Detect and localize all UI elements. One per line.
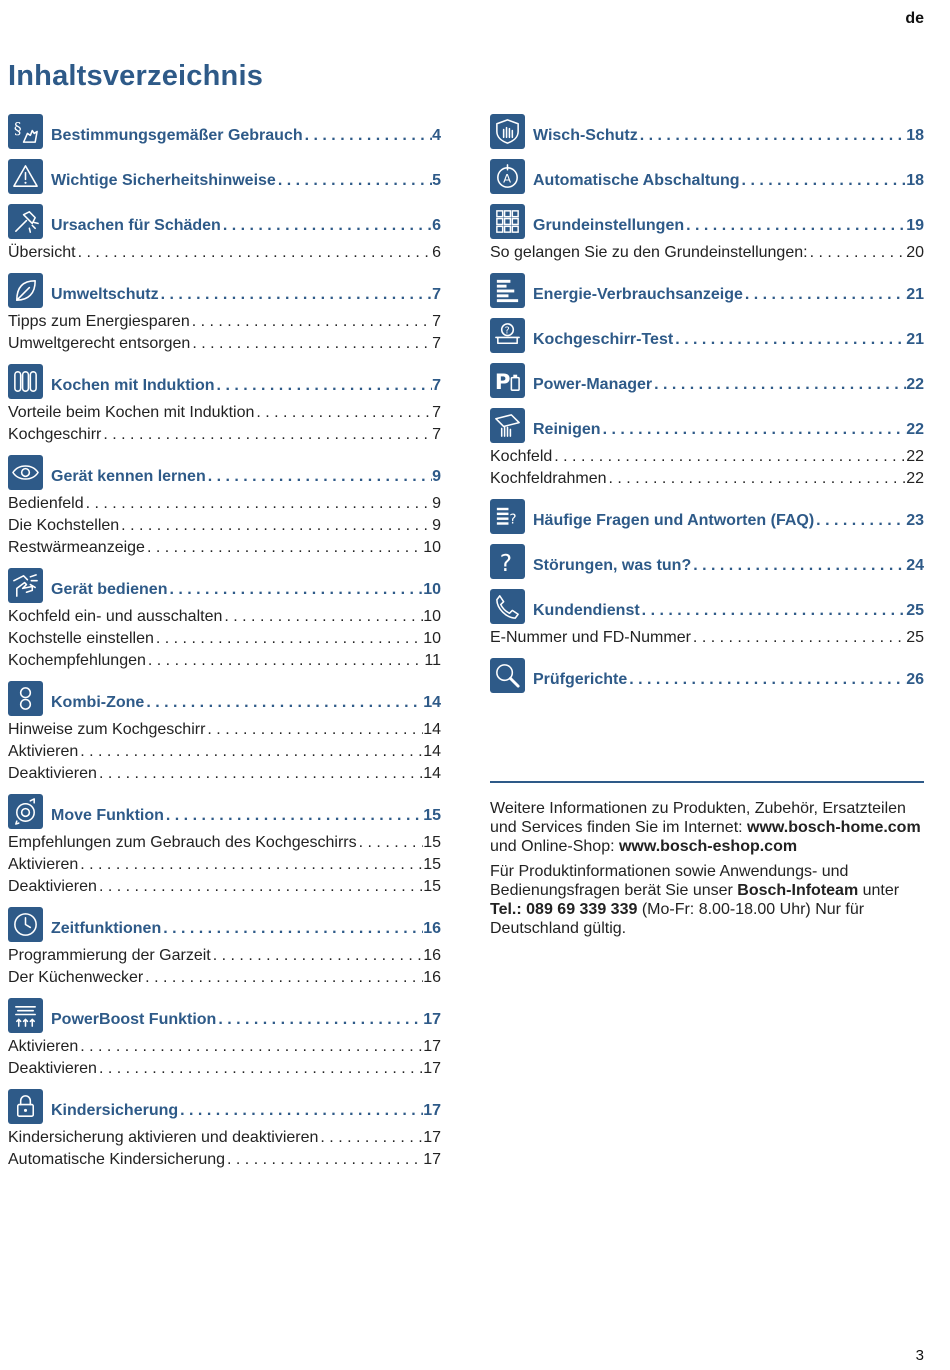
toc-subitem-entry[interactable] xyxy=(8,741,441,763)
page-ref: 20 xyxy=(906,244,924,261)
toc-chapter-entry[interactable] xyxy=(51,920,441,938)
toc-subitem-title: Kindersicherung aktivieren und deaktivieren xyxy=(8,1129,319,1146)
toc-chapter-title: Prüfgerichte xyxy=(533,671,628,688)
toc-chapter-title: Kochen mit Induktion xyxy=(51,377,215,394)
toc-section xyxy=(490,497,924,535)
toc-chapter-title: Wisch-Schutz xyxy=(533,127,638,144)
dot-leader xyxy=(97,876,423,898)
section-heading xyxy=(490,202,924,240)
toc-chapter-title: Automatische Abschaltung xyxy=(533,172,740,189)
section-heading xyxy=(8,362,441,400)
svg-text:?: ? xyxy=(499,549,513,576)
page-ref: 16 xyxy=(423,969,441,986)
toc-chapter-entry[interactable] xyxy=(533,127,924,145)
toc-subitem-title: So gelangen Sie zu den Grundeinstellungen: xyxy=(490,244,808,261)
svg-text:A: A xyxy=(503,170,512,185)
toc-subitem-title: Aktivieren xyxy=(8,743,79,760)
page-ref: 22 xyxy=(906,376,924,393)
page-ref: 15 xyxy=(423,878,441,895)
toc-section xyxy=(8,996,441,1080)
question-mark-icon xyxy=(490,544,525,579)
page-ref: 7 xyxy=(432,404,441,421)
toc-section xyxy=(8,792,441,898)
dot-leader xyxy=(206,468,432,486)
toc-chapter-title: Zeitfunktionen xyxy=(51,920,162,937)
page-ref: 7 xyxy=(432,377,441,394)
toc-subitem-title: Deaktivieren xyxy=(8,1060,97,1077)
toc-subitem-title: Kochgeschirr xyxy=(8,426,102,443)
toc-chapter-title: Kochgeschirr-Test xyxy=(533,331,674,348)
page-ref: 14 xyxy=(423,721,441,738)
page-ref: 17 xyxy=(423,1151,441,1168)
dot-leader xyxy=(146,650,425,672)
toc-chapter-title: Power-Manager xyxy=(533,376,653,393)
toc-chapter-entry[interactable] xyxy=(51,807,441,825)
toc-chapter-title: Move Funktion xyxy=(51,807,164,824)
toc-section xyxy=(490,112,924,150)
section-heading xyxy=(490,542,924,580)
phone-icon xyxy=(490,589,525,624)
phone-number: Tel.: 089 69 339 339 xyxy=(490,901,638,918)
toc-chapter-entry[interactable] xyxy=(51,127,441,145)
toc-chapter-entry[interactable] xyxy=(51,468,441,486)
leaf-icon xyxy=(8,273,43,308)
cookware-test-icon xyxy=(490,318,525,353)
language-label: de xyxy=(905,10,924,27)
dot-leader xyxy=(222,606,423,628)
dot-leader xyxy=(167,581,423,599)
toc-subitem-title: Tipps zum Energiesparen xyxy=(8,313,190,330)
section-heading xyxy=(490,271,924,309)
combi-zone-icon xyxy=(8,681,43,716)
contact-info xyxy=(490,799,924,944)
toc-subitem-entry[interactable] xyxy=(8,1149,441,1171)
dot-leader xyxy=(101,424,432,446)
section-heading xyxy=(8,792,441,830)
dot-leader xyxy=(684,217,906,235)
page-ref: 14 xyxy=(423,694,441,711)
toc-chapter-entry[interactable] xyxy=(51,1011,441,1029)
page-ref: 21 xyxy=(906,286,924,303)
toc-subitem-title: Umweltgerecht entsorgen xyxy=(8,335,191,352)
shop-link[interactable]: www.bosch-eshop.com xyxy=(618,838,798,855)
section-sign-hand-icon xyxy=(8,114,43,149)
toc-chapter-entry[interactable] xyxy=(533,671,924,689)
dot-leader xyxy=(84,493,432,515)
dot-leader xyxy=(211,945,423,967)
shield-hand-icon xyxy=(490,114,525,149)
toc-subitem-entry[interactable] xyxy=(8,650,441,672)
toc-chapter-title: Reinigen xyxy=(533,421,601,438)
dot-leader xyxy=(318,1127,423,1149)
auto-shutoff-icon xyxy=(490,159,525,194)
page-ref: 4 xyxy=(432,127,441,144)
toc-section xyxy=(8,271,441,355)
toc-subitem-entry[interactable] xyxy=(8,854,441,876)
page-ref: 17 xyxy=(423,1102,441,1119)
toc-chapter-entry[interactable] xyxy=(51,217,441,235)
toc-section xyxy=(490,157,924,195)
page-ref: 17 xyxy=(423,1038,441,1055)
toc-chapter-entry[interactable] xyxy=(533,217,924,235)
cleaning-icon xyxy=(490,408,525,443)
toc-section xyxy=(8,566,441,672)
dot-leader xyxy=(357,832,424,854)
toc-subitem-title: Aktivieren xyxy=(8,1038,79,1055)
induction-coil-icon xyxy=(8,364,43,399)
section-heading xyxy=(490,157,924,195)
power-manager-icon xyxy=(490,363,525,398)
grid-settings-icon xyxy=(490,204,525,239)
toc-chapter-title: Energie-Verbrauchsanzeige xyxy=(533,286,743,303)
page-ref: 10 xyxy=(423,608,441,625)
toc-chapter-entry[interactable] xyxy=(533,421,924,439)
section-heading xyxy=(8,905,441,943)
page-ref: 24 xyxy=(906,557,924,574)
energy-bars-icon xyxy=(490,273,525,308)
page-ref: 14 xyxy=(423,743,441,760)
toc-chapter-entry[interactable] xyxy=(533,376,924,394)
toc-subitem-title: Übersicht xyxy=(8,244,76,261)
page-ref: 14 xyxy=(423,765,441,782)
page-ref: 9 xyxy=(432,468,441,485)
padlock-icon xyxy=(8,1089,43,1124)
dot-leader xyxy=(190,311,432,333)
toc-subitem-entry[interactable] xyxy=(8,1058,441,1080)
toc-section xyxy=(490,202,924,264)
toc-section xyxy=(8,679,441,785)
page-ref: 9 xyxy=(432,517,441,534)
dot-leader xyxy=(814,512,906,530)
page-ref: 25 xyxy=(906,602,924,619)
toc-chapter-entry[interactable] xyxy=(533,512,924,530)
page-ref: 10 xyxy=(423,581,441,598)
dot-leader xyxy=(143,967,423,989)
toc-chapter-entry[interactable] xyxy=(533,286,924,304)
toc-chapter-entry[interactable] xyxy=(533,331,924,349)
toc-chapter-entry[interactable] xyxy=(51,581,441,599)
toc-subitem-entry[interactable] xyxy=(8,311,441,333)
infoteam-name: Bosch-Infoteam xyxy=(737,882,859,899)
page-ref: 22 xyxy=(906,470,924,487)
toc-subitem-title: Restwärmeanzeige xyxy=(8,539,145,556)
dot-leader xyxy=(161,920,423,938)
toc-subitem-entry[interactable] xyxy=(490,468,924,490)
toc-chapter-title: Störungen, was tun? xyxy=(533,557,692,574)
website-link[interactable]: www.bosch-home.com xyxy=(747,819,921,836)
page-ref: 6 xyxy=(432,217,441,234)
toc-section xyxy=(490,316,924,354)
page-ref: 16 xyxy=(423,920,441,937)
toc-subitem-entry[interactable] xyxy=(490,446,924,468)
page-ref: 7 xyxy=(432,426,441,443)
page-ref: 10 xyxy=(423,630,441,647)
toc-subitem-title: Kochstelle einstellen xyxy=(8,630,154,647)
section-heading xyxy=(8,1087,441,1125)
svg-text:P: P xyxy=(494,369,511,395)
section-heading xyxy=(8,112,441,150)
toc-subitem-entry[interactable] xyxy=(8,832,441,854)
page-ref: 11 xyxy=(424,652,441,669)
dot-leader xyxy=(740,172,907,190)
toc-section xyxy=(490,587,924,649)
dot-leader xyxy=(164,807,423,825)
page-ref: 19 xyxy=(906,217,924,234)
svg-text:?: ? xyxy=(504,325,510,337)
toc-subitem-title: Vorteile beim Kochen mit Induktion xyxy=(8,404,255,421)
page-number: 3 xyxy=(915,1347,924,1364)
toc-subitem-title: Die Kochstellen xyxy=(8,517,120,534)
toc-subitem-entry[interactable] xyxy=(8,967,441,989)
dot-leader xyxy=(178,1102,423,1120)
page-ref: 22 xyxy=(906,421,924,438)
toc-chapter-entry[interactable] xyxy=(533,602,924,620)
dot-leader xyxy=(225,1149,423,1171)
toc-subitem-entry[interactable] xyxy=(8,333,441,355)
toc-chapter-title: Gerät bedienen xyxy=(51,581,168,598)
dot-leader xyxy=(276,172,432,190)
hammer-damage-icon xyxy=(8,204,43,239)
section-heading xyxy=(490,656,924,694)
page-ref: 26 xyxy=(906,671,924,688)
toc-subitem-title: Kochfeld ein- und ausschalten xyxy=(8,608,223,625)
toc-chapter-entry[interactable] xyxy=(51,286,441,304)
toc-chapter-title: Bestimmungsgemäßer Gebrauch xyxy=(51,127,303,144)
dot-leader xyxy=(145,537,423,559)
toc-chapter-entry[interactable] xyxy=(51,172,441,190)
dot-leader xyxy=(97,1058,423,1080)
page-ref: 9 xyxy=(432,495,441,512)
toc-left-column xyxy=(8,112,441,1178)
page-ref: 18 xyxy=(906,172,924,189)
toc-section xyxy=(490,542,924,580)
page-ref: 25 xyxy=(906,629,924,646)
section-heading xyxy=(8,271,441,309)
toc-section xyxy=(490,361,924,399)
toc-subitem-title: Automatische Kindersicherung xyxy=(8,1151,226,1168)
page-ref: 15 xyxy=(423,807,441,824)
page-ref: 15 xyxy=(423,856,441,873)
dot-leader xyxy=(808,242,907,264)
toc-chapter-title: Grundeinstellungen xyxy=(533,217,685,234)
toc-section xyxy=(8,157,441,195)
toc-subitem-title: Deaktivieren xyxy=(8,878,97,895)
dot-leader xyxy=(607,468,907,490)
hand-touch-icon xyxy=(8,568,43,603)
page-title: Inhaltsverzeichnis xyxy=(8,60,264,92)
toc-chapter-title: Ursachen für Schäden xyxy=(51,217,221,234)
toc-subitem-entry[interactable] xyxy=(8,515,441,537)
toc-subitem-title: Kochfeldrahmen xyxy=(490,470,607,487)
toc-subitem-entry[interactable] xyxy=(8,628,441,650)
toc-chapter-title: Kundendienst xyxy=(533,602,640,619)
toc-chapter-entry[interactable] xyxy=(51,1102,441,1120)
dot-leader xyxy=(221,217,432,235)
page-ref: 16 xyxy=(423,947,441,964)
toc-chapter-entry[interactable] xyxy=(51,377,441,395)
dot-leader xyxy=(552,446,906,468)
section-heading xyxy=(490,406,924,444)
dot-leader xyxy=(601,421,907,439)
toc-subitem-title: Bedienfeld xyxy=(8,495,84,512)
toc-chapter-entry[interactable] xyxy=(51,694,441,712)
toc-section xyxy=(490,406,924,490)
divider xyxy=(490,781,924,783)
page-ref: 17 xyxy=(423,1011,441,1028)
dot-leader xyxy=(97,763,423,785)
dot-leader xyxy=(205,719,423,741)
magnifier-icon xyxy=(490,658,525,693)
toc-chapter-title: Häufige Fragen und Antworten (FAQ) xyxy=(533,512,815,529)
section-heading xyxy=(8,453,441,491)
toc-section xyxy=(8,362,441,446)
move-pot-icon xyxy=(8,794,43,829)
dot-leader xyxy=(691,557,906,575)
info-paragraph-web: Weitere Informationen zu Produkten, Zubehör, Ersatzteilen und Services finden Sie im Internet: www.bosch-home.com und Online-Shop: www.bosch-eshop.com xyxy=(490,800,921,855)
section-heading xyxy=(490,112,924,150)
toc-subitem-title: Deaktivieren xyxy=(8,765,97,782)
toc-chapter-title: Umweltschutz xyxy=(51,286,159,303)
page-ref: 5 xyxy=(432,172,441,189)
section-heading xyxy=(8,679,441,717)
dot-leader xyxy=(652,376,906,394)
toc-section xyxy=(8,1087,441,1171)
toc-subitem-title: Der Küchenwecker xyxy=(8,969,144,986)
section-heading xyxy=(490,361,924,399)
dot-leader xyxy=(303,127,432,145)
dot-leader xyxy=(78,854,423,876)
dot-leader xyxy=(627,671,906,689)
eye-icon xyxy=(8,455,43,490)
toc-subitem-entry[interactable] xyxy=(8,402,441,424)
page-ref: 7 xyxy=(432,335,441,352)
toc-section xyxy=(8,112,441,150)
powerboost-icon xyxy=(8,998,43,1033)
toc-subitem-title: E-Nummer und FD-Nummer xyxy=(490,629,691,646)
dot-leader xyxy=(154,628,423,650)
toc-section xyxy=(490,271,924,309)
toc-section xyxy=(8,202,441,264)
toc-chapter-entry[interactable] xyxy=(533,557,924,575)
toc-chapter-title: Gerät kennen lernen xyxy=(51,468,206,485)
page-ref: 22 xyxy=(906,448,924,465)
page-ref: 10 xyxy=(423,539,441,556)
dot-leader xyxy=(119,515,432,537)
info-paragraph-infoteam: Für Produktinformationen sowie Anwendungs- und Bedienungsfragen berät Sie unser Bosch-Infoteam unter Tel.: 089 69 339 339 (Mo-Fr: 8.00-18.00 Uhr) Nur für Deutschland gültig. xyxy=(490,863,900,937)
dot-leader xyxy=(78,741,423,763)
toc-subitem-title: Kochfeld xyxy=(490,448,553,465)
section-heading xyxy=(8,157,441,195)
dot-leader xyxy=(691,627,906,649)
toc-subitem-entry[interactable] xyxy=(8,606,441,628)
dot-leader xyxy=(76,242,433,264)
dot-leader xyxy=(216,1011,423,1029)
page-ref: 21 xyxy=(906,331,924,348)
page-ref: 6 xyxy=(432,244,441,261)
toc-chapter-title: Kombi-Zone xyxy=(51,694,145,711)
svg-text:?: ? xyxy=(509,510,517,527)
toc-subitem-entry[interactable] xyxy=(490,627,924,649)
toc-subitem-entry[interactable] xyxy=(8,242,441,264)
warning-triangle-icon xyxy=(8,159,43,194)
section-heading xyxy=(8,202,441,240)
toc-chapter-title: PowerBoost Funktion xyxy=(51,1011,217,1028)
section-heading xyxy=(490,316,924,354)
toc-section xyxy=(8,905,441,989)
dot-leader xyxy=(638,127,906,145)
toc-subitem-entry[interactable] xyxy=(8,876,441,898)
toc-subitem-entry[interactable] xyxy=(8,493,441,515)
dot-leader xyxy=(215,377,433,395)
dot-leader xyxy=(673,331,906,349)
toc-chapter-entry[interactable] xyxy=(533,172,924,190)
page-ref: 7 xyxy=(432,313,441,330)
toc-subitem-entry[interactable] xyxy=(490,242,924,264)
toc-subitem-title: Programmierung der Garzeit xyxy=(8,947,211,964)
page-ref: 15 xyxy=(423,834,441,851)
dot-leader xyxy=(190,333,432,355)
toc-subitem-title: Kochempfehlungen xyxy=(8,652,146,669)
section-heading xyxy=(8,996,441,1034)
page-ref: 23 xyxy=(906,512,924,529)
faq-icon xyxy=(490,499,525,534)
toc-subitem-entry[interactable] xyxy=(8,719,441,741)
toc-section xyxy=(8,453,441,559)
section-heading xyxy=(490,497,924,535)
section-heading xyxy=(490,587,924,625)
page-ref: 18 xyxy=(906,127,924,144)
toc-subitem-title: Aktivieren xyxy=(8,856,79,873)
toc-subitem-entry[interactable] xyxy=(8,424,441,446)
dot-leader xyxy=(144,694,423,712)
toc-subitem-title: Hinweise zum Kochgeschirr xyxy=(8,721,206,738)
toc-chapter-title: Wichtige Sicherheitshinweise xyxy=(51,172,276,189)
clock-icon xyxy=(8,907,43,942)
dot-leader xyxy=(743,286,906,304)
toc-subitem-entry[interactable] xyxy=(8,1036,441,1058)
toc-subitem-entry[interactable] xyxy=(8,537,441,559)
svg-text:§: § xyxy=(13,118,22,137)
dot-leader xyxy=(159,286,433,304)
toc-right-column xyxy=(490,112,924,701)
toc-subitem-title: Empfehlungen zum Gebrauch des Kochgeschirrs xyxy=(8,834,357,851)
page-ref: 17 xyxy=(423,1060,441,1077)
section-heading xyxy=(8,566,441,604)
dot-leader xyxy=(254,402,432,424)
page-ref: 17 xyxy=(423,1129,441,1146)
toc-subitem-entry[interactable] xyxy=(8,945,441,967)
dot-leader xyxy=(640,602,907,620)
page-ref: 7 xyxy=(432,286,441,303)
toc-section xyxy=(490,656,924,694)
dot-leader xyxy=(78,1036,423,1058)
toc-subitem-entry[interactable] xyxy=(8,1127,441,1149)
toc-subitem-entry[interactable] xyxy=(8,763,441,785)
toc-chapter-title: Kindersicherung xyxy=(51,1102,179,1119)
